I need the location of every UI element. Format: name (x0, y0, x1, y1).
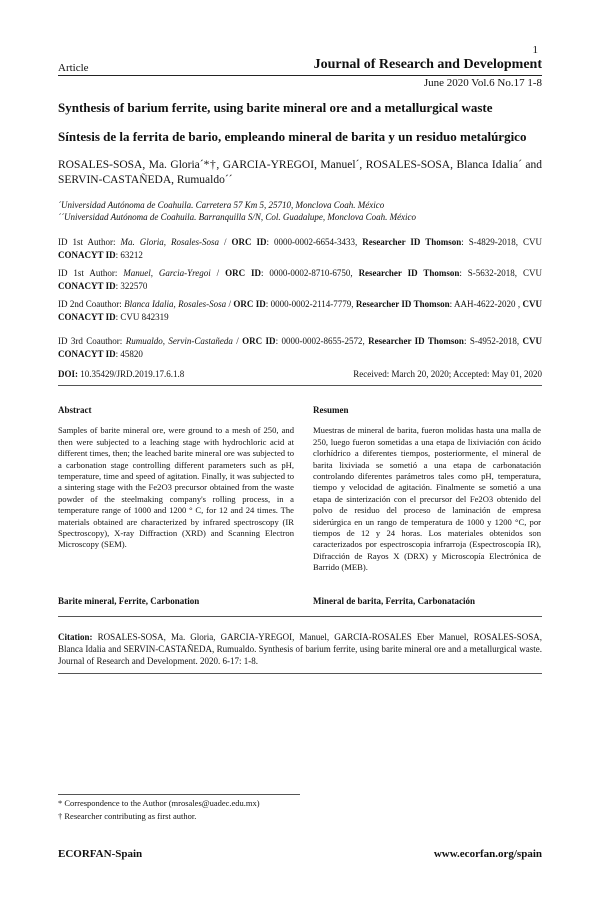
orc-value: : 0000-0002-6654-3433, (266, 237, 358, 247)
citation-label: Citation: (58, 632, 93, 642)
rid-value: : S-4952-2018, (463, 336, 520, 346)
citation (58, 631, 542, 667)
id-role: ID 2nd Coauthor: (58, 299, 122, 309)
orc-value: : 0000-0002-8710-6750, (260, 268, 353, 278)
abstract-heading: Abstract (58, 405, 92, 415)
cvu-label: CONACYT ID (58, 250, 116, 260)
citation-text: ROSALES-SOSA, Ma. Gloria, GARCIA-YREGOI, Manuel, GARCIA-ROSALES Eber Manuel, ROSALES-SOSA, Blanca Idalia and SERVIN-CASTAÑEDA, Rumualdo. Synthesis of barium ferrite, using barite mineral ore and a metallurgical waste. Journal of Research and Development. 2020. 6-17: 1-8. (58, 632, 543, 666)
footnote-rule (58, 794, 300, 795)
publisher-name: ECORFAN-Spain (58, 848, 143, 860)
divider (58, 616, 542, 617)
resumen-section (313, 405, 541, 574)
cvu-value: : 45820 (115, 349, 143, 359)
resumen-text: Muestras de mineral de barita, fueron molidas hasta una malla de 250, luego fueron sometidas a una etapa de lixiviación con ácido clorhídrico a diferentes tiempos, posteriormente, el mineral de barita lixiviada se sometió a una etapa de carbonatación controlando diferentes parámetros tales como pH, temperatura, tiempo y velocidad de agitación. Finalmente se sometió a una etapa de sinterización con el precursor del Fe2O3 obtenido del polvo de residuo del proceso de laminación de empresa siderúrgica en un rango de temperatura de 1000 y 1200 °C, por tiempos de 12 y 24 horas. Los materiales obtenidos son caracterizados por espectroscopia infrarroja (Espectroscopía IR), Difracción de Rayos X (DRX) y Microscopía Electrónica de Barrido (MEB). (313, 425, 541, 573)
orc-value: : 0000-0002-8655-2572, (275, 336, 365, 346)
orc-label: ORC ID (231, 237, 267, 247)
title-english: Synthesis of barium ferrite, using barite mineral ore and a metallurgical waste (58, 100, 493, 115)
doi-label: DOI: (58, 369, 78, 379)
id-name: Rumualdo, Servin-Castañeda (125, 336, 233, 346)
rid-label: Researcher ID Thomson (362, 237, 462, 247)
cvu-value: : 322570 (115, 281, 148, 291)
author-id-1: ID 1st Author: Ma. Gloria, Rosales-Sosa / ORC ID: 0000-0002-6654-3433, Researcher ID Thomson: S-4829-2018, CVU CONACYT ID: 63212 (58, 237, 542, 260)
id-name: Manuel, Garcia-Yregoi (123, 268, 211, 278)
abstract-section (58, 405, 294, 551)
issue-info: June 2020 Vol.6 No.17 1-8 (423, 77, 542, 89)
cvu-label: CVU CONACYT ID (58, 299, 542, 322)
title-spanish: Síntesis de la ferrita de bario, empleando mineral de barita y un residuo metalúrgico (58, 129, 527, 144)
cvu-value: : CVU 842319 (115, 312, 169, 322)
author-id-4: ID 3rd Coauthor: Rumualdo, Servin-Castañeda / ORC ID: 0000-0002-8655-2572, Researcher ID Thomson: S-4952-2018, CVU CONACYT ID: 45820 (58, 336, 542, 359)
affiliation-1: ´Universidad Autónoma de Coahuila. Carretera 57 Km 5, 25710, Monclova Coah. México (58, 200, 385, 210)
cvu-label: CONACYT ID (58, 281, 116, 291)
doi (58, 369, 184, 379)
footnote-correspondence: * Correspondence to the Author (mrosales@uadec.edu.mx) (58, 798, 260, 808)
abstract-text: Samples of barite mineral ore, were ground to a mesh of 250, and then were subjected to a leaching stage with hydrochloric acid at different times, then; the leached barite mineral ore was subjected to a carbonation stage controlling different parameters such as pH, temperature, time and speed of agitation. Finally, it was subjected to a sintering stage with the Fe2O3 precursor obtained from the waste powder of the steelmaking company's rolling process, in a temperature range of 1000 and 1200 ° C, for 12 and 24 times. The materials obtained are characterized by infrared spectroscopy (IR Spectroscopy), X-ray Diffraction (XRD) and Scanning Electron Microscopy (SEM). (58, 425, 294, 550)
author-id-2: ID 1st Author: Manuel, Garcia-Yregoi / ORC ID: 0000-0002-8710-6750, Researcher ID Thomson: S-5632-2018, CVU CONACYT ID: 322570 (58, 268, 542, 291)
rid-value: : AAH-4622-2020 , (449, 299, 521, 309)
id-name: Blanca Idalia, Rosales-Sosa (124, 299, 227, 309)
divider (58, 673, 542, 674)
cvu-label: CVU CONACYT ID (58, 336, 542, 359)
doi-link[interactable]: 10.35429/JRD.2019.17.6.1.8 (80, 369, 185, 379)
affiliations (58, 199, 542, 223)
keywords-spanish: Mineral de barita, Ferrita, Carbonatación (313, 596, 475, 606)
rid-label: Researcher ID Thomson (358, 268, 460, 278)
id-name: Ma. Gloria, Rosales-Sosa (120, 237, 219, 247)
rid-label: Researcher ID Thomson (355, 299, 450, 309)
rid-label: Researcher ID Thomson (368, 336, 464, 346)
page-number: 1 (532, 44, 538, 56)
rid-value: : S-5632-2018, CVU (459, 268, 542, 278)
author-id-3: ID 2nd Coauthor: Blanca Idalia, Rosales-Sosa / ORC ID: 0000-0002-2114-7779, Researcher ID Thomson: AAH-4622-2020 , CVU CONACYT ID: CVU 842319 (58, 299, 542, 322)
header-rule (58, 75, 542, 76)
orc-label: ORC ID (233, 299, 266, 309)
received-accepted-dates: Received: March 20, 2020; Accepted: May 01, 2020 (353, 369, 542, 379)
divider (58, 385, 542, 386)
cvu-value: : 63212 (115, 250, 143, 260)
author-list: ROSALES-SOSA, Ma. Gloria´*†, GARCIA-YREGOI, Manuel´, ROSALES-SOSA, Blanca Idalia´ and SERVIN-CASTAÑEDA, Rumualdo´´ (58, 159, 542, 186)
orc-label: ORC ID (242, 336, 276, 346)
affiliation-2: ´´Universidad Autónoma de Coahuila. Barranquilla S/N, Col. Guadalupe, Monclova Coah. México (58, 212, 417, 222)
rid-value: : S-4829-2018, CVU (461, 237, 542, 247)
resumen-heading: Resumen (313, 405, 349, 415)
id-role: ID 3rd Coauthor: (58, 336, 123, 346)
publisher-website[interactable]: www.ecorfan.org/spain (433, 848, 542, 860)
orc-label: ORC ID (225, 268, 261, 278)
orc-value: : 0000-0002-2114-7779, (265, 299, 354, 309)
keywords-english: Barite mineral, Ferrite, Carbonation (58, 596, 200, 606)
journal-title: Journal of Research and Development (313, 57, 542, 72)
id-role: ID 1st Author: (58, 268, 118, 278)
article-label: Article (58, 62, 89, 74)
footnote-first-author: † Researcher contributing as first author. (58, 811, 197, 821)
id-role: ID 1st Author: (58, 237, 116, 247)
